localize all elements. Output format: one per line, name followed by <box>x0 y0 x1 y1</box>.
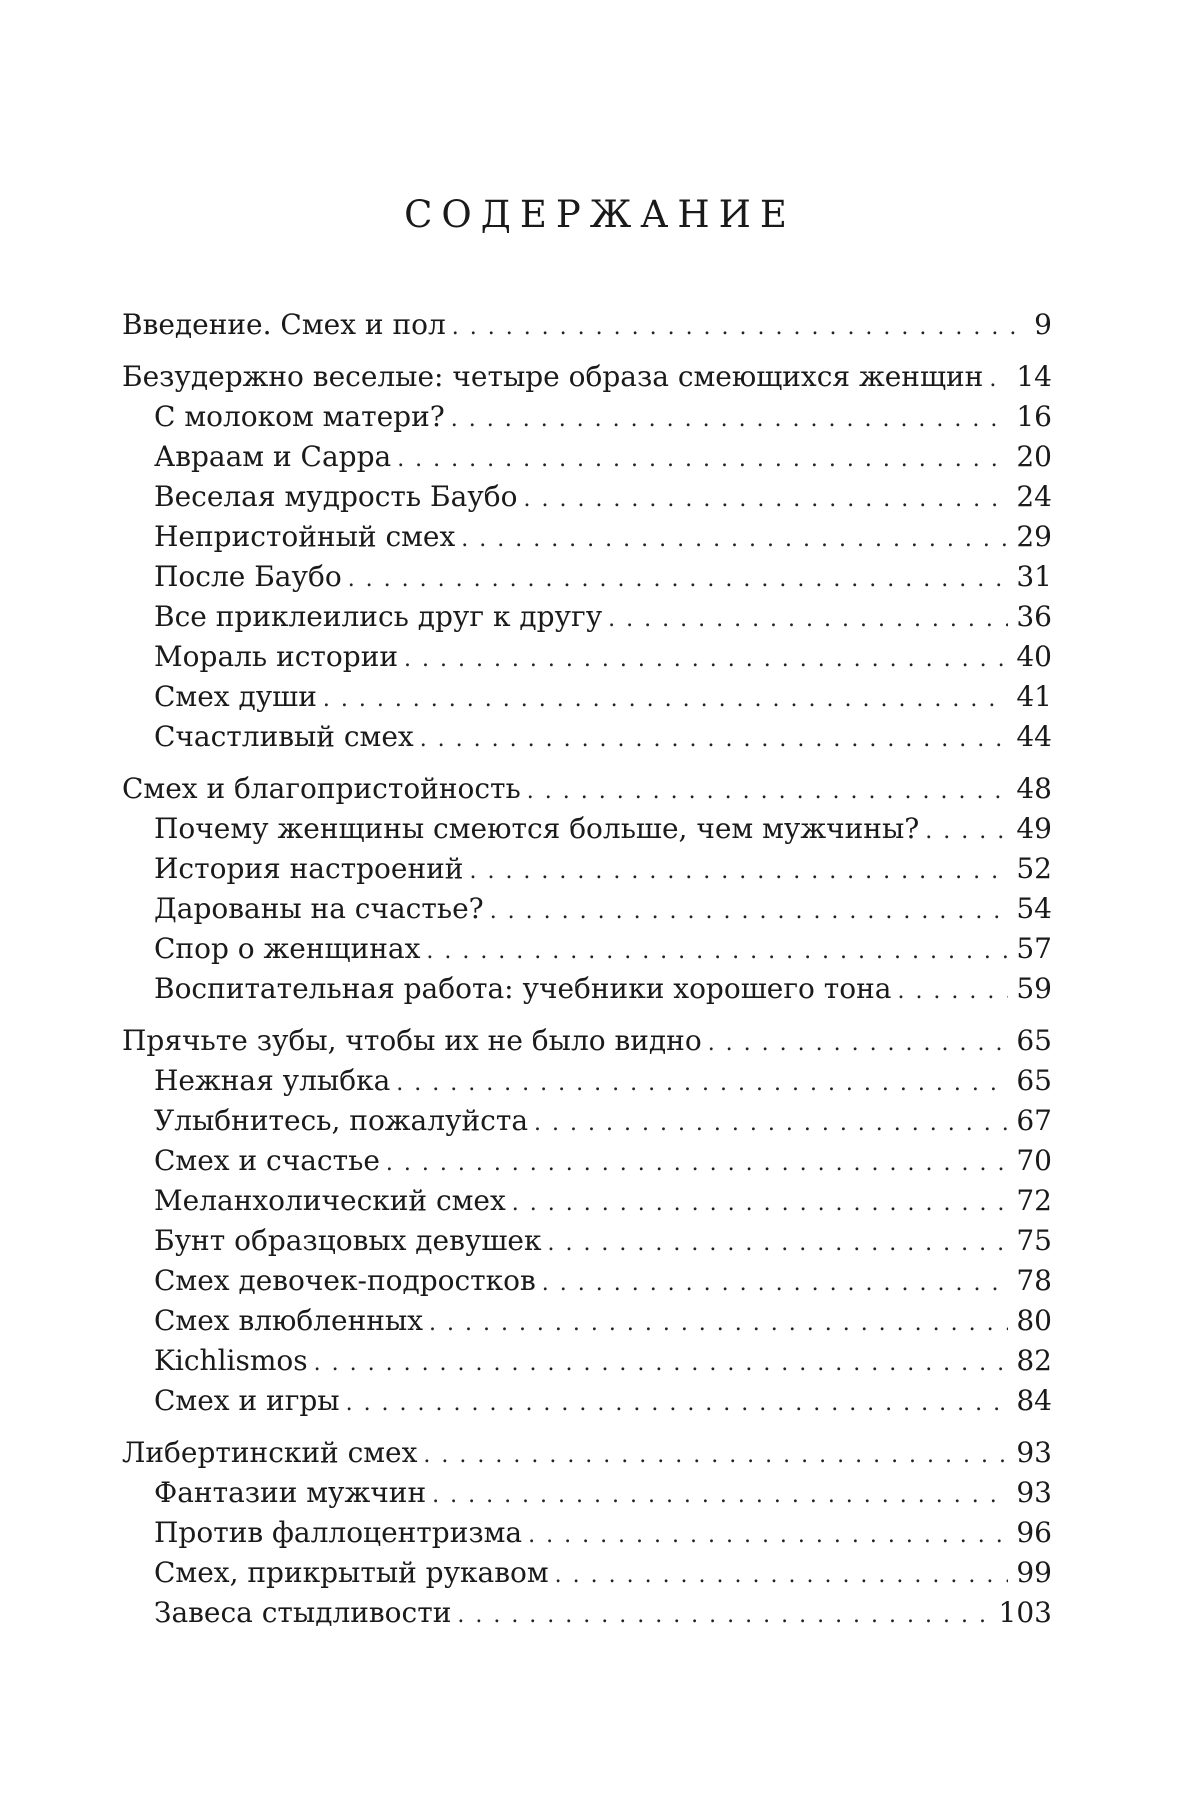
toc-subentry <box>122 1261 1052 1301</box>
page-number: 31 <box>1016 560 1052 593</box>
toc-chapter <box>122 357 1052 397</box>
toc-subentry-title: Смех и счастье <box>154 1144 380 1177</box>
page-number: 52 <box>1016 852 1052 885</box>
toc-subentry <box>122 929 1052 969</box>
toc-chapter <box>122 769 1052 809</box>
toc-subentry-title: Счастливый смех <box>154 720 414 753</box>
dot-leader <box>404 637 1008 680</box>
toc-subentry-title: Мораль истории <box>154 640 399 673</box>
dot-leader <box>452 305 1026 348</box>
toc-subentry-title: Веселая мудрость Баубо <box>154 480 518 513</box>
toc-subentry <box>122 1221 1052 1261</box>
page-number: 14 <box>1016 360 1052 393</box>
page-number: 41 <box>1016 680 1052 713</box>
toc-chapter-title: Безудержно веселые: четыре образа смеющихся женщин <box>122 360 984 393</box>
toc-subentry <box>122 969 1052 1009</box>
toc-subentry-title: Почему женщины смеются больше, чем мужчины? <box>154 812 920 845</box>
dot-leader <box>346 1381 1009 1424</box>
toc-subentry <box>122 477 1052 517</box>
dot-leader <box>314 1341 1009 1384</box>
dot-leader <box>897 969 1008 1012</box>
toc-subentry-title: С молоком матери? <box>154 400 445 433</box>
toc-subentry-title: Воспитательная работа: учебники хорошего тона <box>154 972 892 1005</box>
dot-leader <box>386 1141 1008 1184</box>
toc-subentry-title: Авраам и Сарра <box>154 440 392 473</box>
toc-subentry-title: История настроений <box>154 852 464 885</box>
toc-chapter <box>122 305 1052 345</box>
toc-subentry <box>122 1381 1052 1421</box>
dot-leader <box>432 1473 1008 1516</box>
page-number: 16 <box>1016 400 1052 433</box>
toc-subentry <box>122 717 1052 757</box>
dot-leader <box>457 1593 990 1636</box>
dot-leader <box>451 397 1009 440</box>
toc-subentry <box>122 1101 1052 1141</box>
dot-leader <box>708 1021 1009 1064</box>
dot-leader <box>528 1513 1008 1556</box>
page-number: 70 <box>1016 1144 1052 1177</box>
dot-leader <box>426 929 1008 972</box>
toc-chapter-title: Либертинский смех <box>122 1436 418 1469</box>
toc-subentry-title: Все приклеились друг к другу <box>154 600 603 633</box>
page-number: 48 <box>1016 772 1052 805</box>
page-number: 72 <box>1016 1184 1052 1217</box>
toc-subentry <box>122 849 1052 889</box>
toc-subentry <box>122 597 1052 637</box>
dot-leader <box>461 517 1008 560</box>
toc-subentry-title: Фантазии мужчин <box>154 1476 427 1509</box>
dot-leader <box>534 1101 1008 1144</box>
toc-subentry <box>122 637 1052 677</box>
dot-leader <box>925 809 1008 852</box>
table-of-contents <box>122 305 1052 1633</box>
toc-subentry <box>122 1593 1052 1633</box>
toc-subentry <box>122 1061 1052 1101</box>
dot-leader <box>524 477 1009 520</box>
dot-leader <box>608 597 1008 640</box>
toc-subentry-title: Меланхолический смех <box>154 1184 506 1217</box>
dot-leader <box>490 889 1009 932</box>
dot-leader <box>396 1061 1008 1104</box>
page-number: 103 <box>998 1596 1052 1629</box>
toc-subentry-title: Спор о женщинах <box>154 932 421 965</box>
toc-subentry-title: Kichlismos <box>154 1344 308 1377</box>
page-number: 78 <box>1016 1264 1052 1297</box>
toc-subentry <box>122 397 1052 437</box>
toc-subentry <box>122 1301 1052 1341</box>
dot-leader <box>348 557 1009 600</box>
toc-subentry-title: Против фаллоцентризма <box>154 1516 523 1549</box>
toc-subentry <box>122 1513 1052 1553</box>
page-number: 93 <box>1016 1476 1052 1509</box>
toc-subentry <box>122 557 1052 597</box>
page-number: 96 <box>1016 1516 1052 1549</box>
page-number: 40 <box>1016 640 1052 673</box>
toc-chapter-title: Смех и благопристойность <box>122 772 521 805</box>
page-number: 84 <box>1016 1384 1052 1417</box>
dot-leader <box>469 849 1008 892</box>
page-title: СОДЕРЖАНИЕ <box>404 193 796 236</box>
page-number: 24 <box>1016 480 1052 513</box>
page-number: 20 <box>1016 440 1052 473</box>
page-number: 67 <box>1016 1104 1052 1137</box>
page-number: 80 <box>1016 1304 1052 1337</box>
toc-subentry-title: Непристойный смех <box>154 520 456 553</box>
dot-leader <box>547 1221 1008 1264</box>
page-number: 93 <box>1016 1436 1052 1469</box>
page-number: 54 <box>1016 892 1052 925</box>
page-number: 57 <box>1016 932 1052 965</box>
toc-subentry <box>122 517 1052 557</box>
toc-subentry-title: Дарованы на счастье? <box>154 892 484 925</box>
page-number: 65 <box>1016 1064 1052 1097</box>
toc-chapter-title: Прячьте зубы, чтобы их не было видно <box>122 1024 702 1057</box>
toc-chapter <box>122 1021 1052 1061</box>
dot-leader <box>527 769 1009 812</box>
page-number: 9 <box>1034 308 1052 341</box>
toc-subentry <box>122 1141 1052 1181</box>
toc-subentry-title: Смех и игры <box>154 1384 340 1417</box>
page-number: 44 <box>1016 720 1052 753</box>
toc-subentry-title: Завеса стыдливости <box>154 1596 452 1629</box>
page-number: 59 <box>1016 972 1052 1005</box>
page-number: 36 <box>1016 600 1052 633</box>
toc-subentry-title: После Баубо <box>154 560 342 593</box>
dot-leader <box>555 1553 1009 1596</box>
toc-subentry-title: Смех души <box>154 680 317 713</box>
dot-leader <box>429 1301 1008 1344</box>
page-number: 82 <box>1016 1344 1052 1377</box>
dot-leader <box>397 437 1008 480</box>
toc-subentry <box>122 677 1052 717</box>
page-number: 29 <box>1016 520 1052 553</box>
toc-subentry-title: Смех, прикрытый рукавом <box>154 1556 549 1589</box>
toc-subentry <box>122 889 1052 929</box>
toc-subentry <box>122 809 1052 849</box>
toc-subentry-title: Смех девочек-подростков <box>154 1264 536 1297</box>
page-number: 49 <box>1016 812 1052 845</box>
page-number: 99 <box>1016 1556 1052 1589</box>
toc-subentry <box>122 1473 1052 1513</box>
dot-leader <box>989 357 1008 400</box>
dot-leader <box>542 1261 1009 1304</box>
dot-leader <box>420 717 1009 760</box>
toc-subentry-title: Нежная улыбка <box>154 1064 391 1097</box>
toc-subentry-title: Бунт образцовых девушек <box>154 1224 542 1257</box>
toc-chapter-title: Введение. Смех и пол <box>122 308 446 341</box>
dot-leader <box>423 1433 1008 1476</box>
dot-leader <box>512 1181 1009 1224</box>
toc-chapter <box>122 1433 1052 1473</box>
toc-subentry <box>122 1181 1052 1221</box>
toc-subentry-title: Смех влюбленных <box>154 1304 424 1337</box>
dot-leader <box>323 677 1008 720</box>
toc-subentry <box>122 437 1052 477</box>
page-number: 65 <box>1016 1024 1052 1057</box>
toc-subentry <box>122 1553 1052 1593</box>
toc-subentry <box>122 1341 1052 1381</box>
toc-subentry-title: Улыбнитесь, пожалуйста <box>154 1104 529 1137</box>
page-number: 75 <box>1016 1224 1052 1257</box>
